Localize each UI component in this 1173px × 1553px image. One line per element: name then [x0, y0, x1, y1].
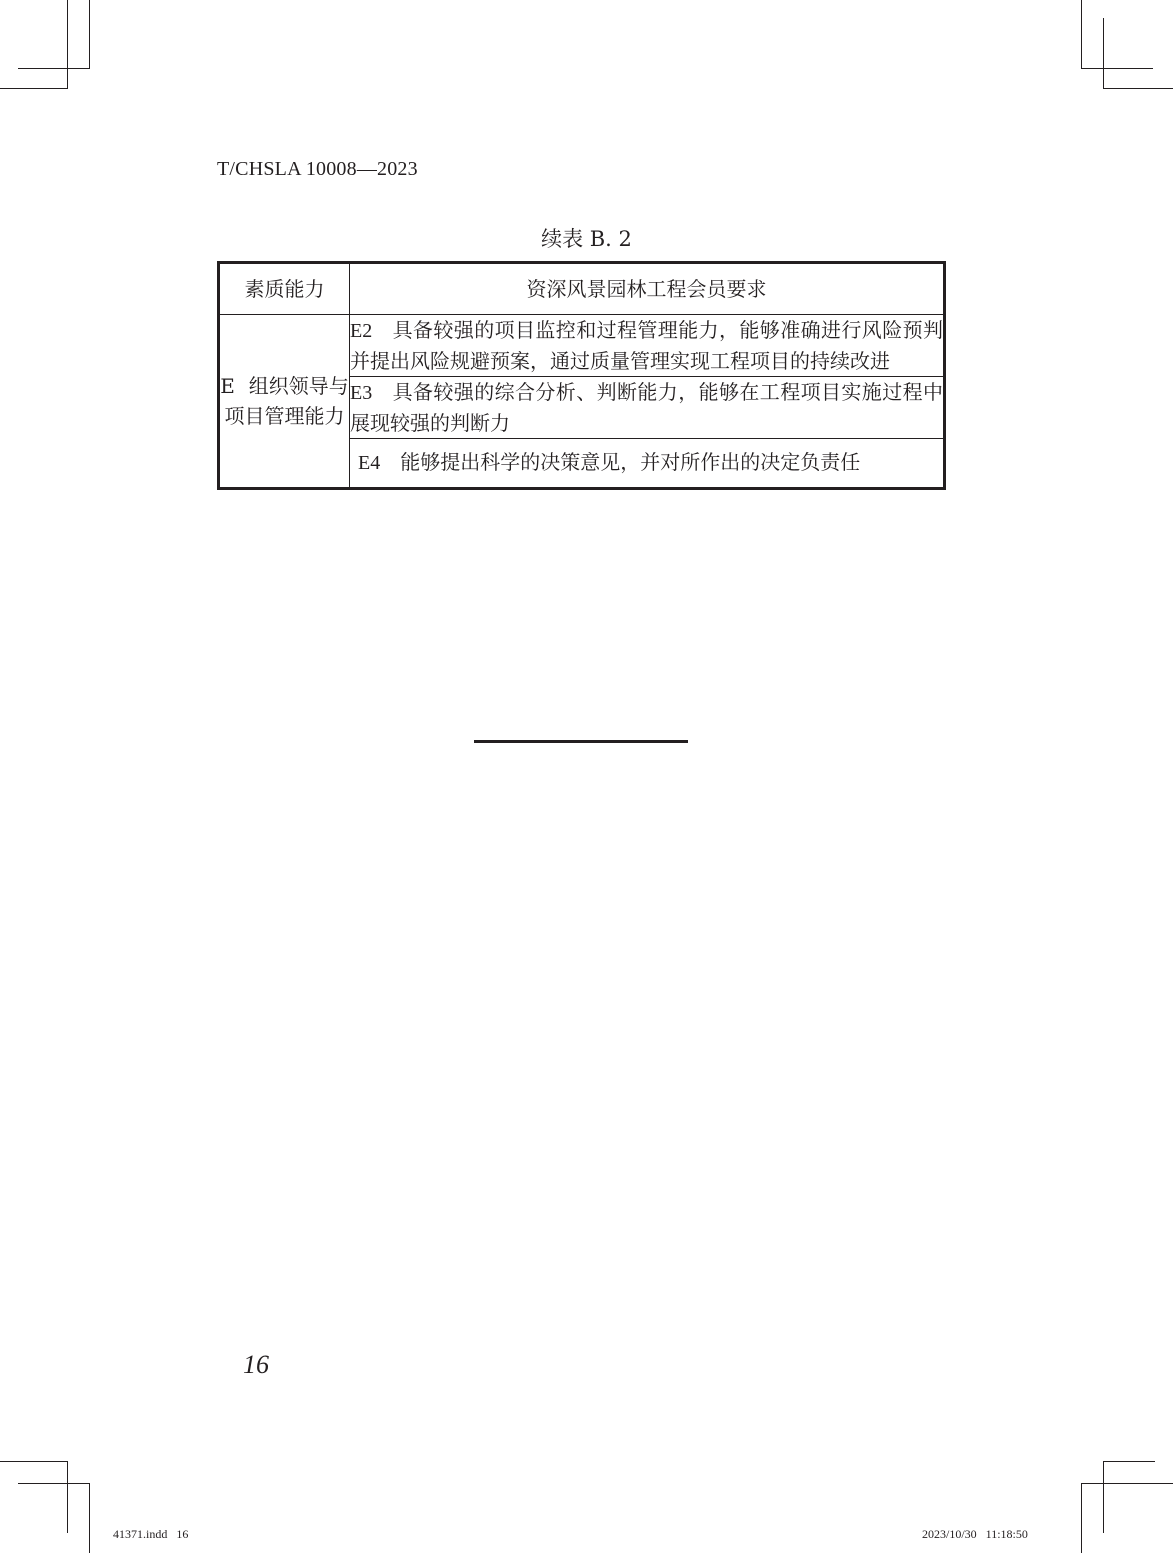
- crop-mark-bottom-left-h1: [0, 1461, 68, 1462]
- crop-mark-bottom-left-h2: [18, 1483, 90, 1484]
- slug-filename: 41371.indd 16: [113, 1527, 189, 1541]
- crop-mark-top-right-h1: [1081, 68, 1153, 69]
- crop-mark-top-left-v2: [89, 0, 90, 68]
- crop-mark-bottom-right-h1: [1103, 1461, 1155, 1462]
- requirement-text: 能够提出科学的决策意见，并对所作出的决定负责任: [400, 450, 861, 474]
- table-row: [219, 315, 945, 377]
- crop-mark-bottom-right-v1: [1103, 1461, 1104, 1533]
- requirement-code: E2: [350, 320, 373, 342]
- slug-timestamp: 2023/10/30 11:18:50: [922, 1527, 1028, 1541]
- table-header-row: [219, 263, 945, 315]
- column-header-competency: 素质能力: [219, 263, 350, 315]
- requirement-code: E3: [350, 382, 373, 404]
- crop-mark-bottom-right-h2: [1081, 1483, 1173, 1484]
- crop-mark-top-left-h1: [0, 88, 68, 89]
- page-number: 16: [243, 1350, 269, 1379]
- crop-mark-top-left-v1: [67, 0, 68, 88]
- crop-mark-top-right-v2: [1103, 18, 1104, 88]
- requirements-table: [217, 261, 946, 490]
- requirement-text: 具备较强的项目监控和过程管理能力，能够准确进行风险预判并提出风险规避预案，通过质量管理实现工程项目的持续改进: [350, 318, 943, 373]
- requirement-cell: [350, 315, 945, 377]
- document-id: T/CHSLA 10008—2023: [217, 158, 418, 180]
- crop-mark-top-left-h2: [18, 68, 90, 69]
- category-code: E: [220, 374, 235, 398]
- crop-mark-bottom-left-v2: [89, 1483, 90, 1553]
- category-cell: [219, 315, 350, 489]
- category-label: 组织领导与项目管理能力: [224, 374, 349, 428]
- crop-mark-top-right-h2: [1103, 88, 1173, 89]
- requirement-cell: [350, 439, 945, 489]
- column-header-requirement: 资深风景园林工程会员要求: [350, 263, 945, 315]
- table-caption: 续表 B. 2: [541, 227, 632, 251]
- crop-mark-bottom-left-v1: [67, 1461, 68, 1533]
- requirement-cell: [350, 377, 945, 439]
- crop-mark-bottom-right-v2: [1081, 1483, 1082, 1553]
- requirement-code: E4: [358, 452, 381, 474]
- crop-mark-top-right-v1: [1081, 0, 1082, 68]
- requirement-text: 具备较强的综合分析、判断能力，能够在工程项目实施过程中展现较强的判断力: [350, 380, 943, 435]
- end-of-document-rule: [474, 740, 688, 743]
